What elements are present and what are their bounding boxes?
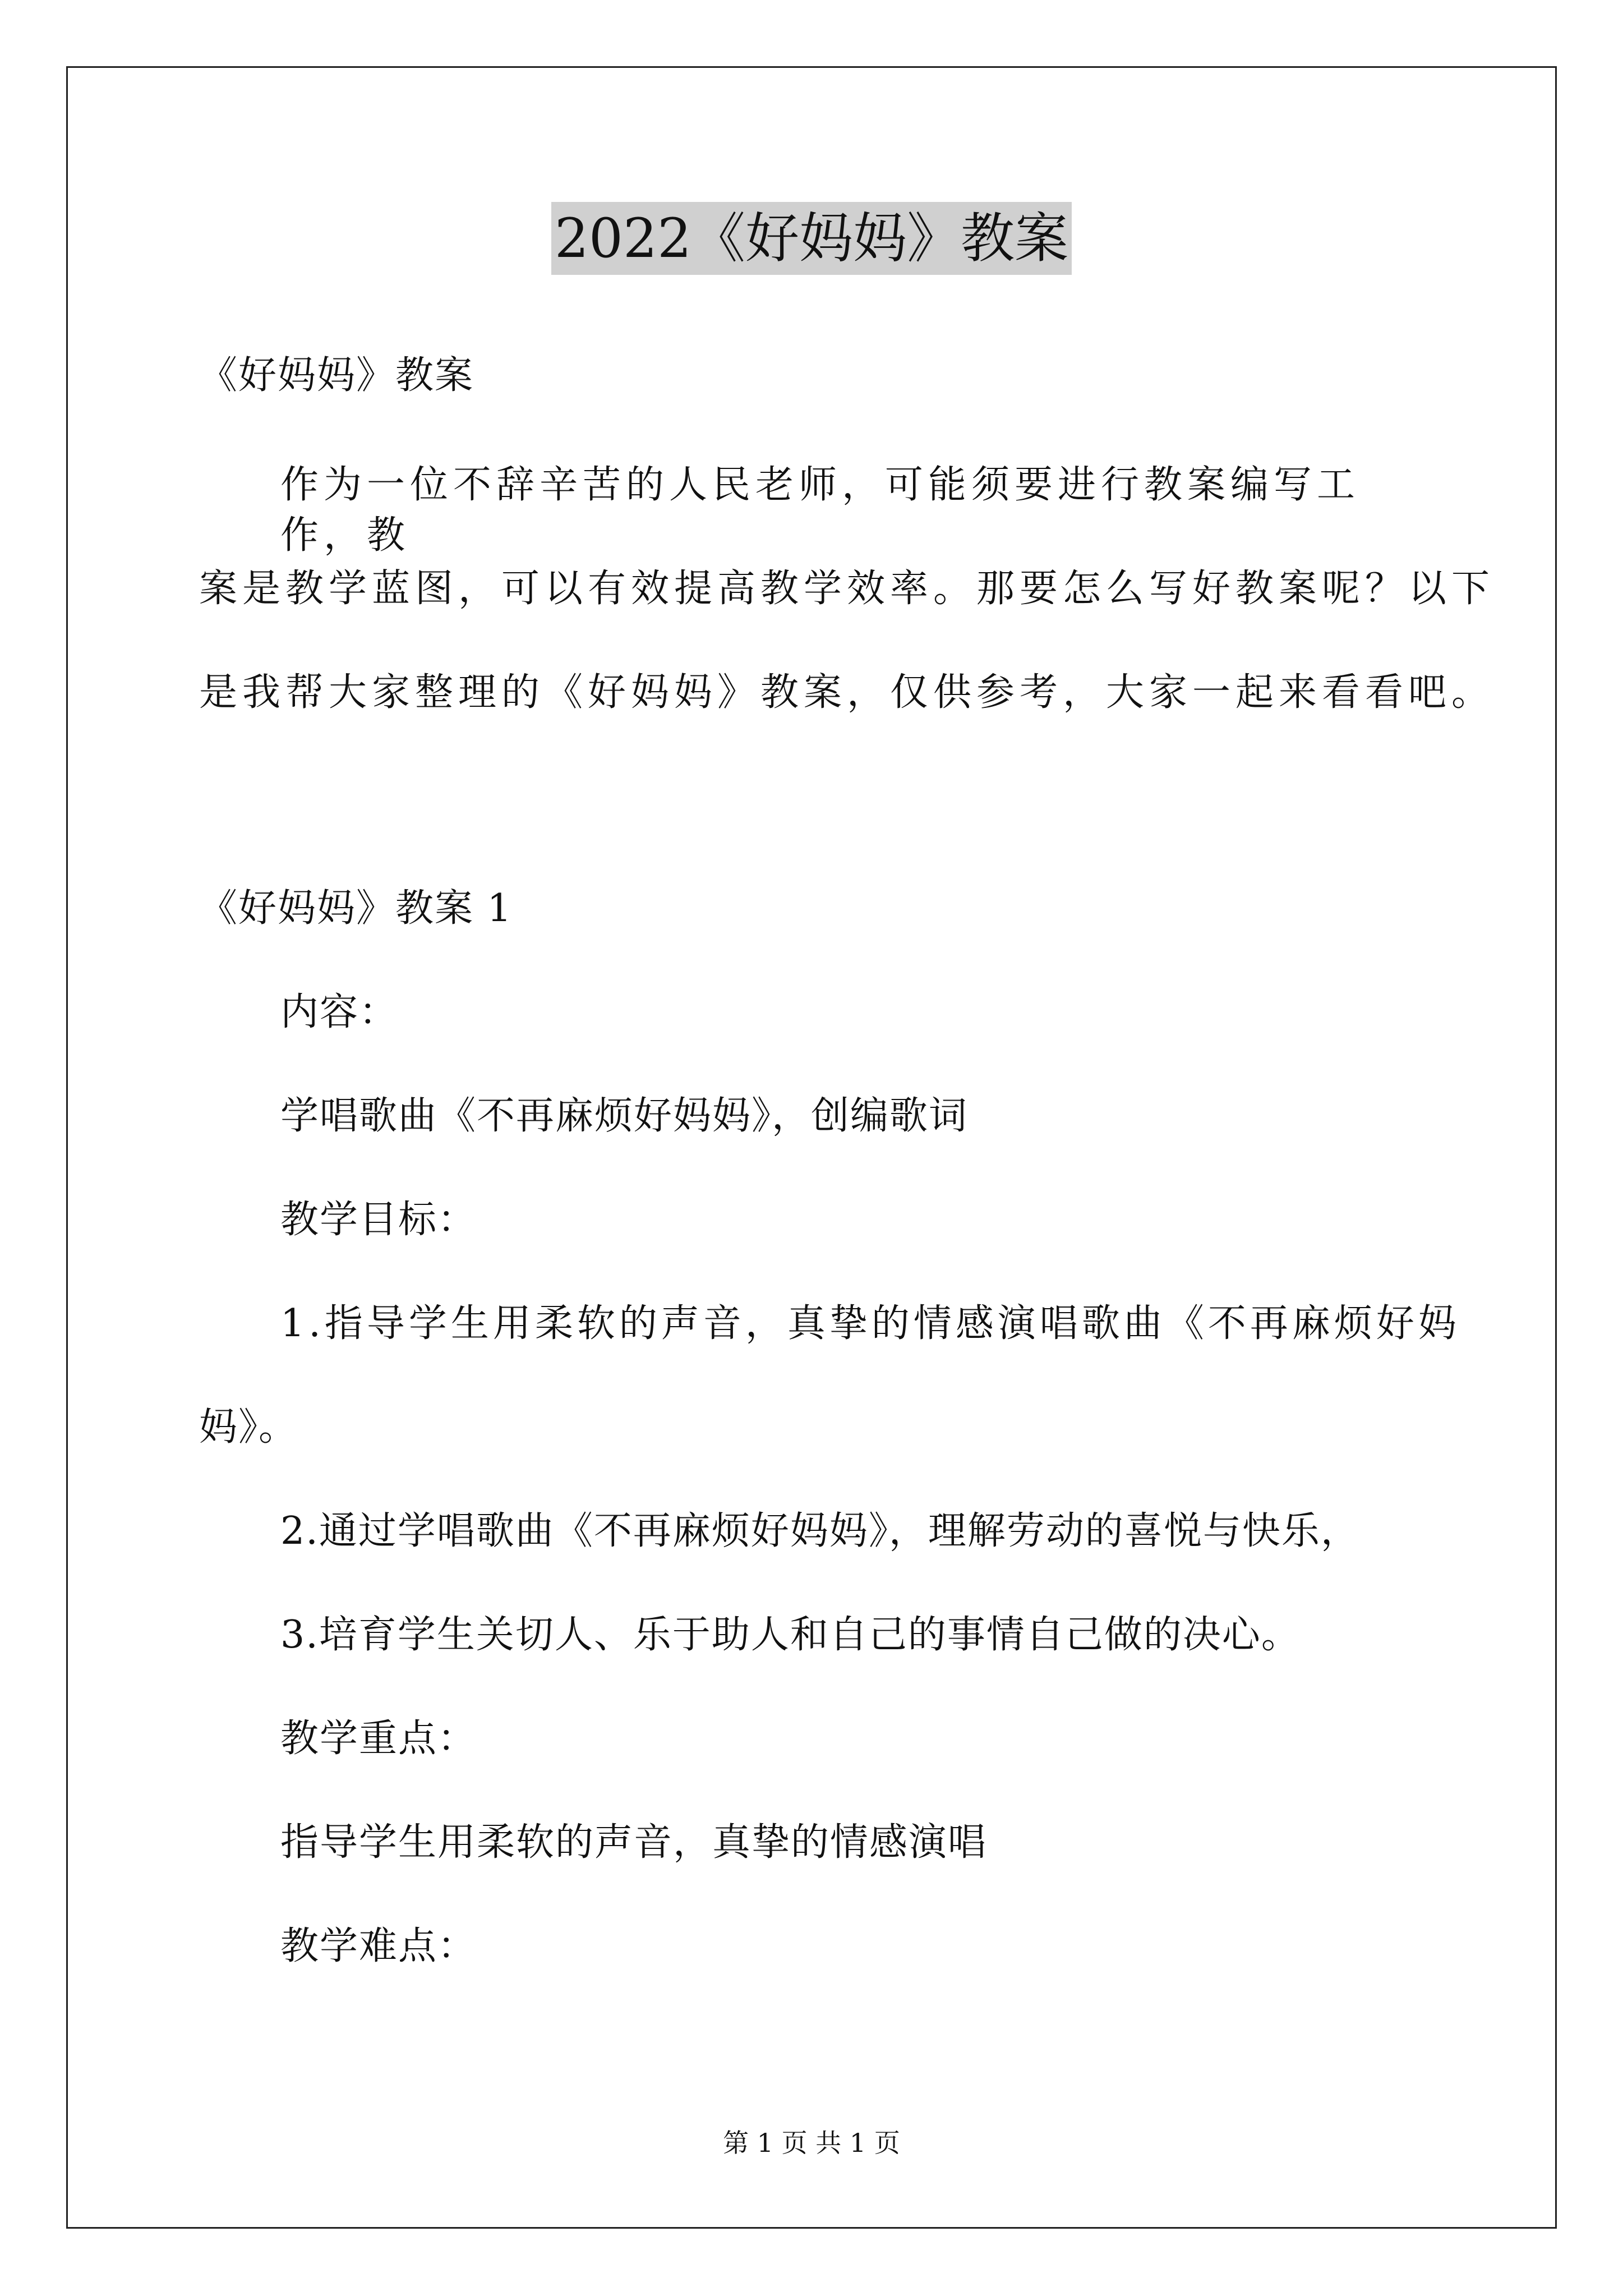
intro-line-3: 是我帮大家整理的《好妈妈》教案，仅供参考，大家一起来看看吧。 <box>199 670 1495 715</box>
page-footer: 第 1 页 共 1 页 <box>723 2128 900 2158</box>
page-title: 2022《好妈妈》教案 <box>551 202 1072 275</box>
content-text: 学唱歌曲《不再麻烦好妈妈》，创编歌词 <box>280 1094 969 1138</box>
objective-1-line-2: 妈》。 <box>199 1405 298 1450</box>
intro-line-1 <box>280 460 1422 561</box>
difficulty-label: 教学难点： <box>280 1924 477 1968</box>
key-text: 指导学生用柔软的声音，真挚的情感演唱 <box>280 1820 988 1865</box>
content-label: 内容： <box>280 990 399 1034</box>
section-heading: 《好妈妈》教案 <box>199 353 474 398</box>
intro-line-2: 案是教学蓝图，可以有效提高教学效率。那要怎么写好教案呢？以下 <box>199 567 1495 611</box>
objective-3: 3.培育学生关切人、乐于助人和自己的事情自己做的决心。 <box>280 1613 1301 1657</box>
intro-line-1-text: 作为一位不辞辛苦的人民老师，可能须要进行教案编写工作，教 <box>280 463 1361 558</box>
title-container <box>0 202 1623 275</box>
objective-1-line-1: 1.指导学生用柔软的声音，真挚的情感演唱歌曲《不再麻烦好妈 <box>280 1301 1460 1346</box>
key-label: 教学重点： <box>280 1717 477 1761</box>
objectives-label: 教学目标： <box>280 1198 477 1242</box>
objective-2: 2.通过学唱歌曲《不再麻烦好妈妈》，理解劳动的喜悦与快乐， <box>280 1509 1360 1553</box>
plan1-heading: 《好妈妈》教案 1 <box>199 886 513 931</box>
